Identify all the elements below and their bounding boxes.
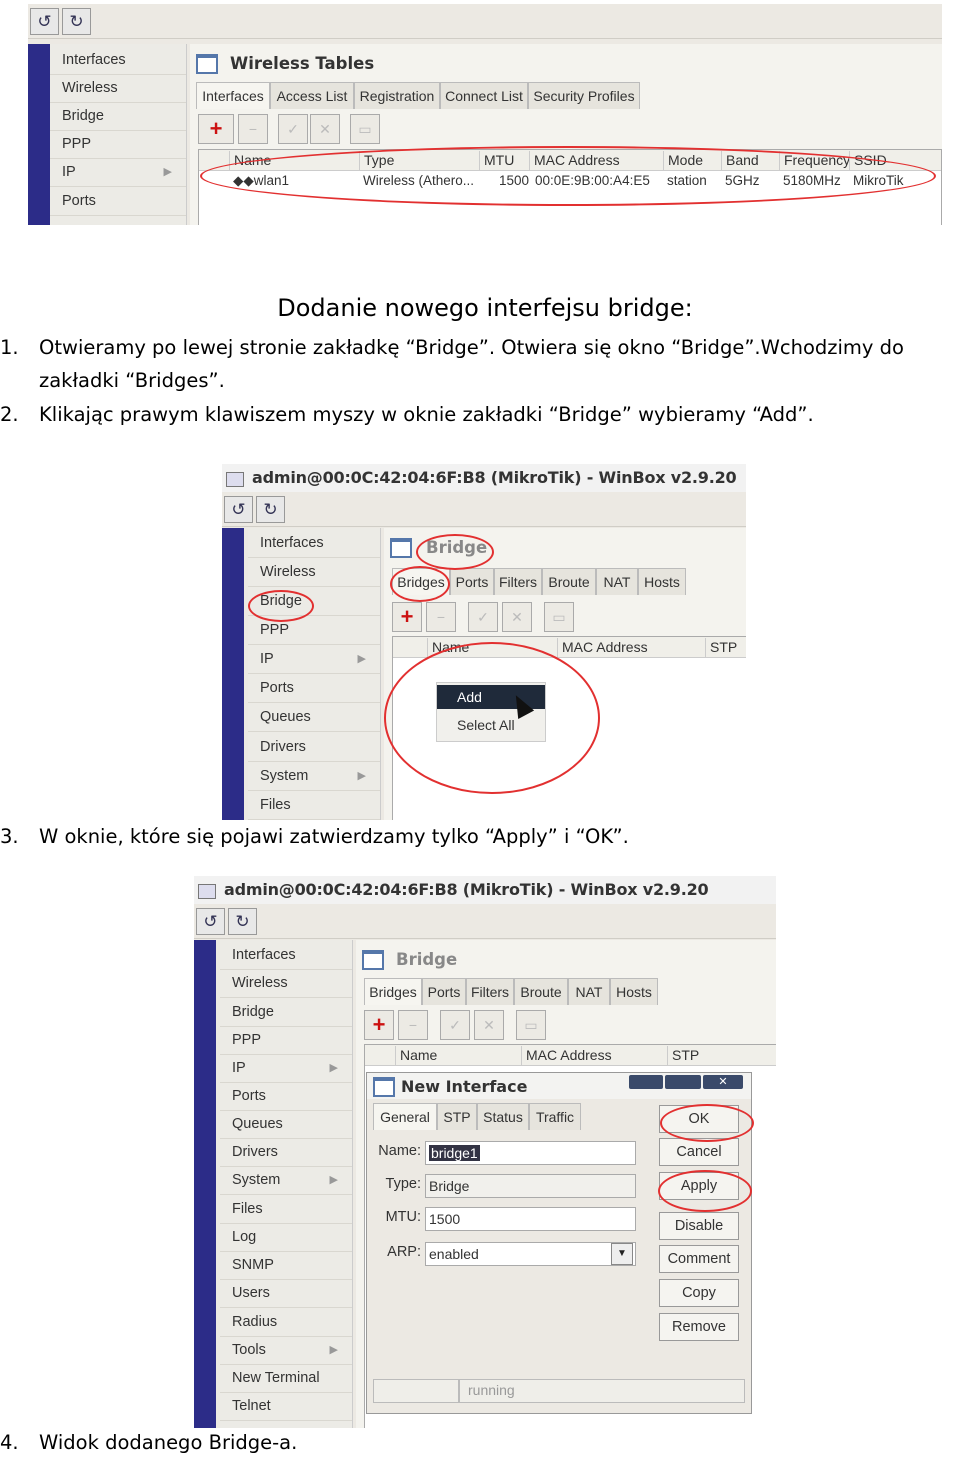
sidebar-item-snmp[interactable]: SNMP: [220, 1252, 352, 1280]
enable-icon[interactable]: ✓: [468, 602, 498, 632]
panel-title: Wireless Tables: [230, 54, 375, 73]
col-mac[interactable]: MAC Address: [529, 151, 658, 170]
sidebar-strip: [194, 940, 216, 1428]
step-2: [0, 398, 960, 431]
panel-toolbar: [392, 602, 742, 634]
chevron-down-icon[interactable]: ▼: [611, 1243, 633, 1265]
section-title: Dodanie nowego interfejsu bridge:: [277, 294, 693, 322]
step-4: [0, 1426, 960, 1457]
submenu-arrow-icon: ▶: [329, 1174, 338, 1186]
col-mac[interactable]: MAC Address: [557, 638, 704, 657]
window-icon: [390, 538, 412, 558]
window-icon: [373, 1077, 395, 1097]
tab-connect-list[interactable]: Connect List: [440, 82, 528, 109]
sidebar-item-bridge[interactable]: Bridge: [50, 103, 186, 131]
panel-title: Bridge: [426, 538, 488, 557]
status-bar-left: [373, 1379, 459, 1403]
disable-icon[interactable]: ✕: [310, 114, 340, 144]
tab-ports[interactable]: Ports: [450, 568, 494, 595]
sidebar-item-drivers[interactable]: Drivers: [220, 1139, 352, 1167]
tab-stp[interactable]: STP: [437, 1103, 477, 1130]
highlight-ring-context-menu: [384, 642, 600, 794]
sidebar-item-ports[interactable]: Ports: [50, 188, 186, 216]
table-header: [365, 1045, 776, 1066]
tab-broute[interactable]: Broute: [542, 568, 596, 595]
panel-toolbar: [364, 1010, 764, 1042]
sidebar-item-queues[interactable]: Queues: [248, 704, 380, 732]
step-text: W oknie, które się pojawi zatwierdzamy tylko “Apply” i “OK”.: [39, 825, 629, 848]
app-window-icon: [226, 472, 244, 487]
col-mtu[interactable]: MTU: [479, 151, 526, 170]
tab-nat[interactable]: NAT: [596, 568, 638, 595]
tab-registration[interactable]: Registration: [354, 82, 440, 109]
undo-icon[interactable]: ↺: [30, 8, 59, 35]
disable-button[interactable]: Disable: [659, 1212, 739, 1240]
enable-icon[interactable]: ✓: [278, 114, 308, 144]
tab-filters[interactable]: Filters: [466, 978, 514, 1005]
tab-interfaces[interactable]: Interfaces: [196, 82, 270, 109]
dialog-titlebar: [367, 1073, 751, 1099]
sidebar-item-ip[interactable]: IP ▶: [248, 646, 380, 674]
enable-icon[interactable]: ✓: [440, 1010, 470, 1040]
dialog-tabs: [373, 1103, 653, 1129]
step-1: [0, 331, 960, 397]
arp-label: ARP:: [387, 1244, 421, 1260]
sidebar-item-bridge[interactable]: Bridge: [220, 999, 352, 1027]
sidebar-item-ppp[interactable]: PPP: [220, 1027, 352, 1055]
menu-item-add[interactable]: Add: [437, 685, 545, 709]
step-number: 1.: [0, 336, 19, 359]
sidebar-item-interfaces[interactable]: Interfaces: [248, 530, 380, 558]
disable-icon[interactable]: ✕: [502, 602, 532, 632]
comment-button[interactable]: Comment: [659, 1245, 739, 1273]
highlight-ring-apply-button: [658, 1170, 752, 1212]
bridge-add-screenshot: [222, 464, 746, 820]
status-bar: [459, 1379, 745, 1403]
comment-icon[interactable]: ▭: [544, 602, 574, 632]
sidebar-menu: [220, 940, 353, 1428]
col-stp[interactable]: STP: [667, 1046, 728, 1065]
window-title: admin@00:0C:42:04:6F:B8 (MikroTik) - WinBox v2.9.20: [252, 468, 737, 487]
sidebar-item-ppp[interactable]: PPP: [50, 131, 186, 159]
window-title: admin@00:0C:42:04:6F:B8 (MikroTik) - WinBox v2.9.20: [224, 880, 709, 899]
cancel-button[interactable]: Cancel: [659, 1138, 739, 1166]
cell-type: Wireless (Athero...: [363, 173, 475, 188]
comment-icon[interactable]: ▭: [516, 1010, 546, 1040]
sidebar-item-files[interactable]: Files: [220, 1196, 352, 1224]
highlight-ring-bridges-tab: [390, 566, 450, 602]
tab-hosts[interactable]: Hosts: [638, 568, 686, 595]
step-number: 2.: [0, 403, 19, 426]
comment-icon[interactable]: ▭: [350, 114, 380, 144]
sidebar-strip: [28, 44, 50, 225]
add-icon[interactable]: +: [392, 602, 422, 632]
tab-general[interactable]: General: [373, 1103, 437, 1130]
main-toolbar: [222, 492, 746, 527]
step-number: 3.: [0, 825, 19, 848]
ok-button[interactable]: OK: [659, 1105, 739, 1133]
redo-icon[interactable]: ↻: [62, 8, 91, 35]
sidebar-menu: [248, 528, 381, 820]
step-text: Widok dodanego Bridge-a.: [39, 1431, 298, 1454]
tab-filters[interactable]: Filters: [494, 568, 542, 595]
tab-security-profiles[interactable]: Security Profiles: [528, 82, 640, 109]
mtu-field[interactable]: 1500: [425, 1207, 636, 1231]
main-toolbar: [194, 904, 776, 939]
cell-band: 5GHz: [725, 173, 760, 188]
main-toolbar: [28, 4, 942, 39]
window-titlebar: [194, 876, 776, 906]
name-value: bridge1: [431, 1145, 478, 1161]
sidebar-item-radius[interactable]: Radius: [220, 1309, 352, 1337]
highlight-ring-ok-button: [660, 1104, 754, 1142]
type-label: Type:: [385, 1176, 421, 1192]
dialog-title: New Interface: [401, 1077, 528, 1096]
add-icon[interactable]: +: [364, 1010, 394, 1040]
highlight-ring-bridge-title: [416, 534, 494, 570]
submenu-arrow-icon: ▶: [329, 1062, 338, 1074]
remove-icon[interactable]: −: [426, 602, 456, 632]
tab-ports[interactable]: Ports: [422, 978, 466, 1005]
sidebar-menu: [50, 44, 187, 225]
add-icon[interactable]: +: [198, 114, 234, 144]
sidebar-item-system[interactable]: System ▶: [248, 763, 380, 791]
col-name[interactable]: Name: [395, 1046, 520, 1065]
step-text: Otwieramy po lewej stronie zakładkę “Bridge”. Otwiera się okno “Bridge”.Wchodzimy do: [39, 336, 904, 359]
sidebar-item-log[interactable]: Log: [220, 1224, 352, 1252]
panel-title: Bridge: [396, 950, 458, 969]
sidebar-item-ip[interactable]: IP ▶: [50, 159, 186, 187]
highlight-ring-bridge-menu: [248, 590, 314, 622]
sidebar-item-ppp[interactable]: PPP: [248, 617, 380, 645]
sidebar-item-bridge[interactable]: Bridge: [248, 588, 380, 616]
col-frequency[interactable]: Frequency: [779, 151, 846, 170]
sidebar-item-telnet[interactable]: Telnet: [220, 1393, 352, 1421]
disable-icon[interactable]: ✕: [474, 1010, 504, 1040]
col-mode[interactable]: Mode: [663, 151, 716, 170]
highlight-ring-wlan1-row: [200, 146, 936, 206]
sidebar-item-ports[interactable]: Ports: [220, 1083, 352, 1111]
remove-icon[interactable]: −: [398, 1010, 428, 1040]
sidebar-item-ip[interactable]: IP ▶: [220, 1055, 352, 1083]
menu-item-select-all[interactable]: Select All: [457, 717, 515, 733]
type-field: Bridge: [425, 1174, 636, 1198]
sidebar-item-interfaces[interactable]: Interfaces: [220, 942, 352, 970]
arp-select[interactable]: enabled: [425, 1242, 636, 1266]
submenu-arrow-icon: ▶: [163, 166, 172, 178]
window-icon: [196, 54, 218, 74]
panel-toolbar: [198, 114, 598, 146]
sidebar-item-queues[interactable]: Queues: [220, 1111, 352, 1139]
sidebar-item-wireless[interactable]: Wireless: [248, 559, 380, 587]
col-stp[interactable]: STP: [705, 638, 746, 657]
submenu-arrow-icon: ▶: [357, 653, 366, 665]
tab-bridges[interactable]: Bridges: [392, 568, 450, 595]
tab-nat[interactable]: NAT: [568, 978, 610, 1005]
step-3: [0, 820, 960, 853]
tab-bridges[interactable]: Bridges: [364, 978, 422, 1005]
name-field[interactable]: [425, 1141, 636, 1165]
sidebar-item-system[interactable]: System ▶: [220, 1167, 352, 1195]
tab-broute[interactable]: Broute: [514, 978, 568, 1005]
redo-icon[interactable]: ↻: [228, 908, 257, 935]
mtu-label: MTU:: [385, 1209, 421, 1225]
wireless-tabs: [196, 82, 936, 108]
undo-icon[interactable]: ↺: [224, 496, 253, 523]
cell-name: ◆◆wlan1: [233, 173, 290, 188]
tab-hosts[interactable]: Hosts: [610, 978, 658, 1005]
submenu-arrow-icon: ▶: [357, 770, 366, 782]
col-name[interactable]: Name: [229, 151, 356, 170]
col-band[interactable]: Band: [721, 151, 774, 170]
remove-icon[interactable]: −: [238, 114, 268, 144]
tab-access-list[interactable]: Access List: [270, 82, 354, 109]
sidebar-item-drivers[interactable]: Drivers: [248, 734, 380, 762]
undo-icon[interactable]: ↺: [196, 908, 225, 935]
app-window-icon: [198, 884, 216, 899]
step-text: Klikając prawym klawiszem myszy w oknie zakładki “Bridge” wybieramy “Add”.: [39, 403, 814, 426]
name-label: Name:: [378, 1143, 421, 1159]
close-icon[interactable]: ✕: [703, 1075, 743, 1089]
cell-mode: station: [667, 173, 707, 188]
window-icon: [362, 950, 384, 970]
copy-button[interactable]: Copy: [659, 1279, 739, 1307]
col-type[interactable]: Type: [359, 151, 474, 170]
maximize-icon[interactable]: [665, 1075, 701, 1089]
cell-mac: 00:0E:9B:00:A4:E5: [535, 173, 650, 188]
sidebar-item-interfaces[interactable]: Interfaces: [50, 47, 186, 75]
col-mac[interactable]: MAC Address: [521, 1046, 666, 1065]
col-name[interactable]: Name: [427, 638, 556, 657]
remove-button[interactable]: Remove: [659, 1313, 739, 1341]
sidebar-item-tools[interactable]: Tools ▶: [220, 1337, 352, 1365]
sidebar-item-wireless[interactable]: Wireless: [50, 75, 186, 103]
bridge-tabs: [364, 978, 774, 1004]
cell-ssid: MikroTik: [853, 173, 904, 188]
status-text: running: [468, 1382, 515, 1398]
submenu-arrow-icon: ▶: [329, 1344, 338, 1356]
apply-button[interactable]: Apply: [659, 1172, 739, 1200]
wireless-tables-screenshot: [28, 4, 942, 225]
new-interface-screenshot: [194, 876, 776, 1428]
col-ssid[interactable]: SSID: [849, 151, 928, 170]
step-number: 4.: [0, 1431, 19, 1454]
cell-frequency: 5180MHz: [783, 173, 841, 188]
sidebar-item-files[interactable]: Files: [248, 792, 380, 820]
sidebar-item-new-terminal[interactable]: New Terminal: [220, 1365, 352, 1393]
window-titlebar: [222, 464, 746, 494]
step-text-continued: zakładki “Bridges”.: [39, 369, 225, 392]
sidebar-item-ports[interactable]: Ports: [248, 675, 380, 703]
sidebar-strip: [222, 528, 244, 820]
redo-icon[interactable]: ↻: [256, 496, 285, 523]
minimize-icon[interactable]: [629, 1075, 663, 1089]
sidebar-item-wireless[interactable]: Wireless: [220, 970, 352, 998]
tab-traffic[interactable]: Traffic: [529, 1103, 581, 1130]
cell-mtu: 1500: [499, 173, 530, 188]
tab-status[interactable]: Status: [477, 1103, 529, 1130]
sidebar-item-users[interactable]: Users: [220, 1280, 352, 1308]
